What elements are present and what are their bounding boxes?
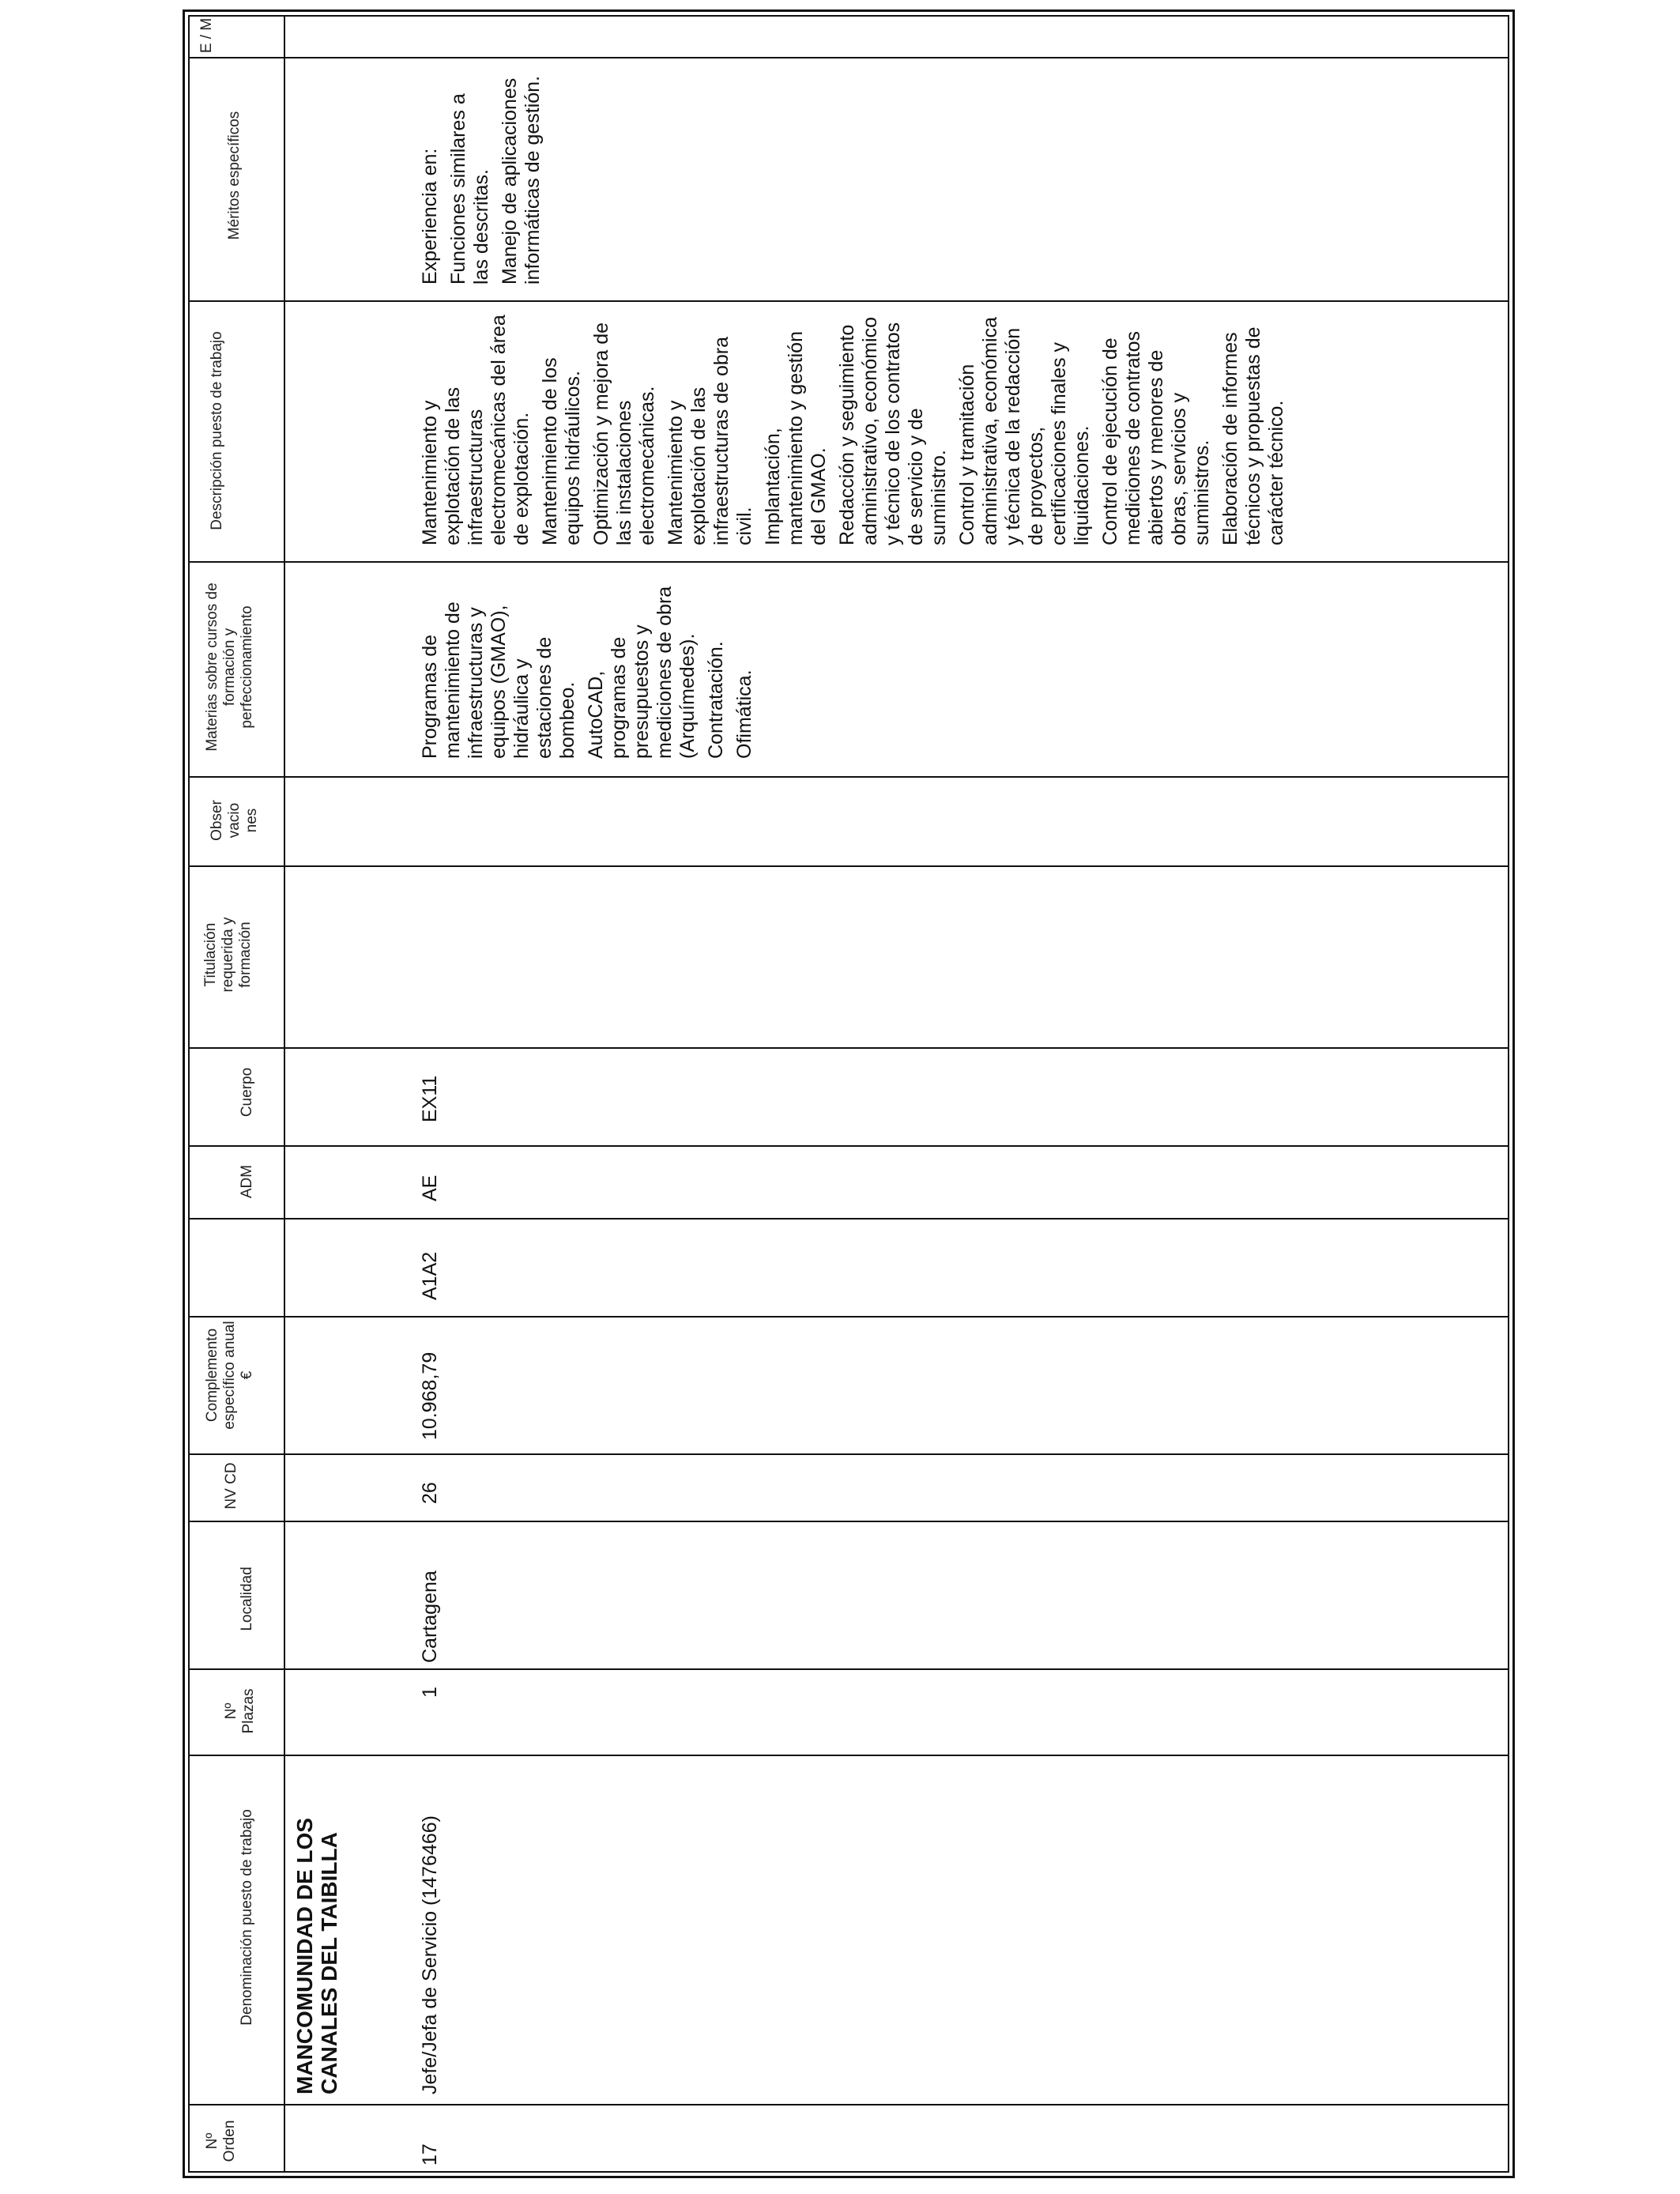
materias-item: AutoCAD, programas de presupuestos y mediciones de obra (Arquímedes). — [585, 586, 699, 759]
cell-grupo: A1A2 — [419, 1251, 441, 1300]
separator-materias — [188, 776, 1509, 778]
separator-titulacion — [188, 1047, 1509, 1049]
header-denominacion: Denominación puesto de trabajo — [239, 1809, 255, 2026]
descripcion-item: Mantenimiento y explotación de las infraestructuras electromecánicas del área de explotación. — [419, 315, 533, 545]
descripcion-item: Elaboración de informes técnicos y propuestas de carácter técnico. — [1219, 326, 1287, 545]
separator-adm — [188, 1218, 1509, 1220]
separator-nivel — [188, 1521, 1509, 1522]
header-plazas: Nº Plazas — [223, 1688, 257, 1734]
descripcion-item: Implantación, mantenimiento y gestión del GMAO. — [762, 331, 830, 545]
cell-complemento: 10.968,79 — [419, 1351, 441, 1440]
separator-meritos — [188, 300, 1509, 302]
header-separator — [284, 15, 285, 2173]
cell-orden: 17 — [419, 2143, 441, 2166]
header-em: E / M — [198, 17, 215, 54]
header-cuerpo: Cuerpo — [239, 1067, 255, 1118]
header-titulacion: Titulación requerida y formación — [202, 917, 254, 993]
descripcion-item: Control de ejecución de mediciones de contratos abiertos y menores de obras, servicios y suministros. — [1099, 331, 1213, 545]
separator-cuerpo — [188, 1145, 1509, 1147]
descripcion-item: Optimización y mejora de las instalaciones electromecánicas. — [590, 322, 658, 545]
cell-nivel: 26 — [419, 1482, 441, 1504]
cell-denominacion: Jefe/Jefa de Servicio (1476466) — [419, 1815, 441, 2094]
cell-localidad: Cartagena — [419, 1570, 441, 1663]
separator-denominacion — [188, 2104, 1509, 2105]
header-materias: Materias sobre cursos de formación y perfeccionamiento — [204, 582, 255, 752]
cell-meritos — [419, 71, 550, 285]
right-border — [1508, 15, 1509, 2173]
header-complemento: Complemento específico anual € — [204, 1321, 255, 1430]
separator-em — [188, 57, 1509, 58]
header-observaciones: Obser vacio nes — [209, 800, 260, 841]
header-meritos: Méritos específicos — [226, 111, 243, 240]
header-adm: ADM — [239, 1164, 255, 1199]
header-localidad: Localidad — [239, 1566, 255, 1631]
separator-descripcion — [188, 561, 1509, 563]
cell-materias — [419, 575, 762, 759]
descripcion-item: Redacción y seguimiento administrativo, económico y técnico de los contratos de servicio y de suministro. — [836, 316, 950, 545]
descripcion-item: Mantenimiento de los equipos hidráulicos. — [539, 357, 584, 545]
separator-observaciones — [188, 865, 1509, 867]
materias-item: Ofimática. — [733, 669, 755, 759]
descripcion-item: Control y tramitación administrativa, económica y técnica de la redacción de proyectos, certificaciones finales y liquidaciones. — [956, 316, 1093, 545]
header-nivel: NV CD — [223, 1462, 239, 1510]
header-descripcion: Descripción puesto de trabajo — [209, 331, 225, 530]
meritos-item: Experiencia en: — [419, 148, 441, 285]
separator-complemento — [188, 1453, 1509, 1455]
cell-descripcion — [419, 308, 1294, 545]
cell-cuerpo: EX11 — [419, 1075, 441, 1122]
separator-localidad — [188, 1668, 1509, 1670]
descripcion-item: Mantenimiento y explotación de las infraestructuras de obra civil. — [665, 336, 755, 545]
cell-adm: AE — [419, 1174, 441, 1201]
separator-gr — [188, 1316, 1509, 1318]
materias-item: Programas de mantenimiento de infraestructuras y equipos (GMAO), hidráulica y estaciones de bombeo. — [419, 601, 578, 759]
meritos-item: Manejo de aplicaciones informáticas de gestión. — [499, 75, 544, 285]
materias-item: Contratación. — [705, 641, 727, 759]
cell-plazas: 1 — [419, 1687, 441, 1698]
header-orden: Nº Orden — [204, 2120, 238, 2162]
section-title: MANCOMUNIDAD DE LOS CANALES DEL TAIBILLA — [292, 1818, 341, 2094]
meritos-item: Funciones similares a las descritas. — [447, 93, 492, 285]
separator-plazas — [188, 1755, 1509, 1756]
